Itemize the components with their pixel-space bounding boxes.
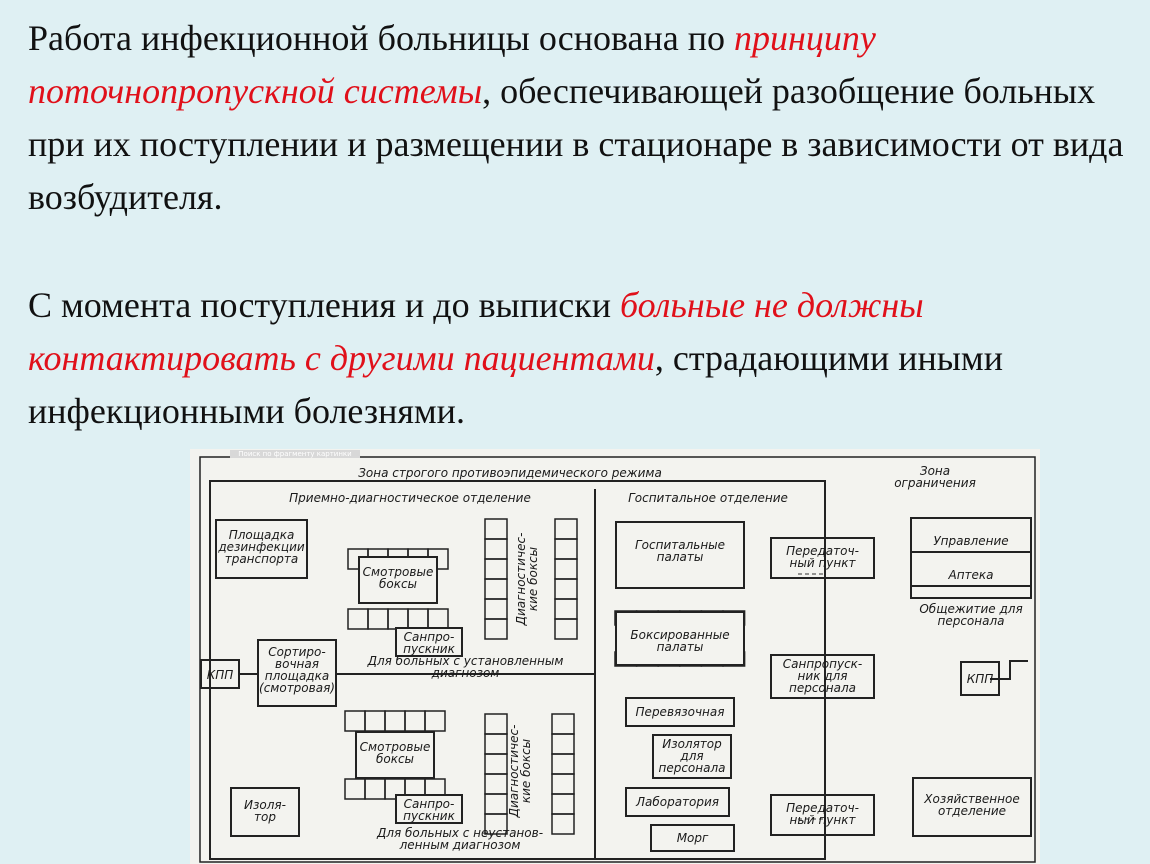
transfer-point-top: Передаточ- ный пункт: [770, 537, 875, 579]
watermark: Поиск по фрагменту картинки: [230, 450, 360, 458]
zone-strict-label: Зона строгого противоэпидемического режима: [358, 466, 662, 480]
dressing-room: Перевязочная: [625, 697, 735, 727]
paragraph-2-text: С момента поступления и до выписки: [28, 285, 621, 325]
exam-boxes-bottom-cell: [365, 779, 385, 799]
unestablished-diagnosis-label: Для больных с неустанов- ленным диагнозом: [376, 826, 544, 852]
paragraph-1-text-end: , обеспечивающей разобщение больных при их поступлении и размещении в стационаре в зависимости от вида возбудителя.: [28, 71, 1124, 217]
transfer-point-bottom: Передаточ- ный пункт: [770, 794, 875, 836]
exam-boxes-bottom-cell: [345, 779, 365, 799]
diag-boxes-top-cell: [555, 619, 577, 639]
exam-boxes-bottom-cell: [385, 711, 405, 731]
exam-boxes-top-cell: [348, 609, 368, 629]
exam-boxes-bottom-cell: [345, 711, 365, 731]
established-diagnosis-label: Для больных с установленным диагнозом: [367, 654, 564, 680]
staff-sanitary: Санпропуск- ник для персонала: [770, 654, 875, 699]
sorting-area: Сортиро- вочная площадка (смотровая): [257, 639, 337, 707]
laboratory: Лаборатория: [625, 787, 730, 817]
exam-boxes-bottom: Смотровые боксы: [355, 731, 435, 779]
diag-boxes-bottom-cell: [552, 714, 574, 734]
diag-boxes-top-label: Диагностичес- кие боксы: [514, 532, 540, 626]
staff-isolator: Изолятор для персонала: [652, 734, 732, 779]
paragraph-1-text: Работа инфекционной больницы основана по: [28, 18, 735, 58]
exam-boxes-top-cell: [428, 609, 448, 629]
exam-boxes-top-cell: [388, 609, 408, 629]
sanitary-top: Санпро- пускник: [395, 627, 463, 657]
isolator: Изоля- тор: [230, 787, 300, 837]
hospital-wards: Госпитальные палаты: [615, 521, 745, 589]
exam-boxes-bottom-cell: [365, 711, 385, 731]
checkpoint-left: КПП: [200, 659, 240, 689]
paragraph-2-highlight: больные не должны контактировать с другими пациентами: [28, 285, 924, 378]
dormitory: Общежитие для персонала: [919, 602, 1023, 628]
diag-boxes-bottom-cell: [485, 714, 507, 734]
exam-boxes-top-cell: [368, 609, 388, 629]
zone-limited-label: Зона ограничения: [894, 464, 976, 490]
pharmacy: Аптека: [912, 565, 1030, 587]
admission-dept-label: Приемно-диагностическое отделение: [289, 491, 531, 505]
hospital-scheme-diagram: [190, 449, 1040, 864]
exam-boxes-bottom-cell: [405, 711, 425, 731]
paragraph-1-highlight: принципу поточнопропускной системы: [28, 18, 876, 111]
exam-boxes-top: Смотровые боксы: [358, 556, 438, 604]
boxed-wards: Боксированные палаты: [615, 611, 745, 666]
household-dept: Хозяйственное отделение: [912, 777, 1032, 837]
hospital-dept-label: Госпитальное отделение: [628, 491, 788, 505]
diag-boxes-top-cell: [485, 519, 507, 539]
management: Управление: [912, 531, 1030, 553]
exam-boxes-top-cell: [408, 609, 428, 629]
exam-boxes-bottom-cell: [425, 711, 445, 731]
disinfection-platform: Площадка дезинфекции транспорта: [215, 519, 308, 579]
checkpoint-right: КПП: [960, 661, 1000, 696]
sanitary-bottom: Санпро- пускник: [395, 794, 463, 824]
paragraph-2-text-end: , страдающими иными инфекционными болезнями.: [28, 338, 1003, 431]
morgue: Морг: [650, 824, 735, 852]
diag-boxes-bottom-label: Диагностичес- кие боксы: [507, 724, 533, 818]
diag-boxes-top-cell: [485, 619, 507, 639]
diag-boxes-top-cell: [555, 519, 577, 539]
paragraph-2: [28, 279, 1138, 438]
paragraph-1: [28, 12, 1138, 224]
admin-building: [910, 517, 1032, 628]
